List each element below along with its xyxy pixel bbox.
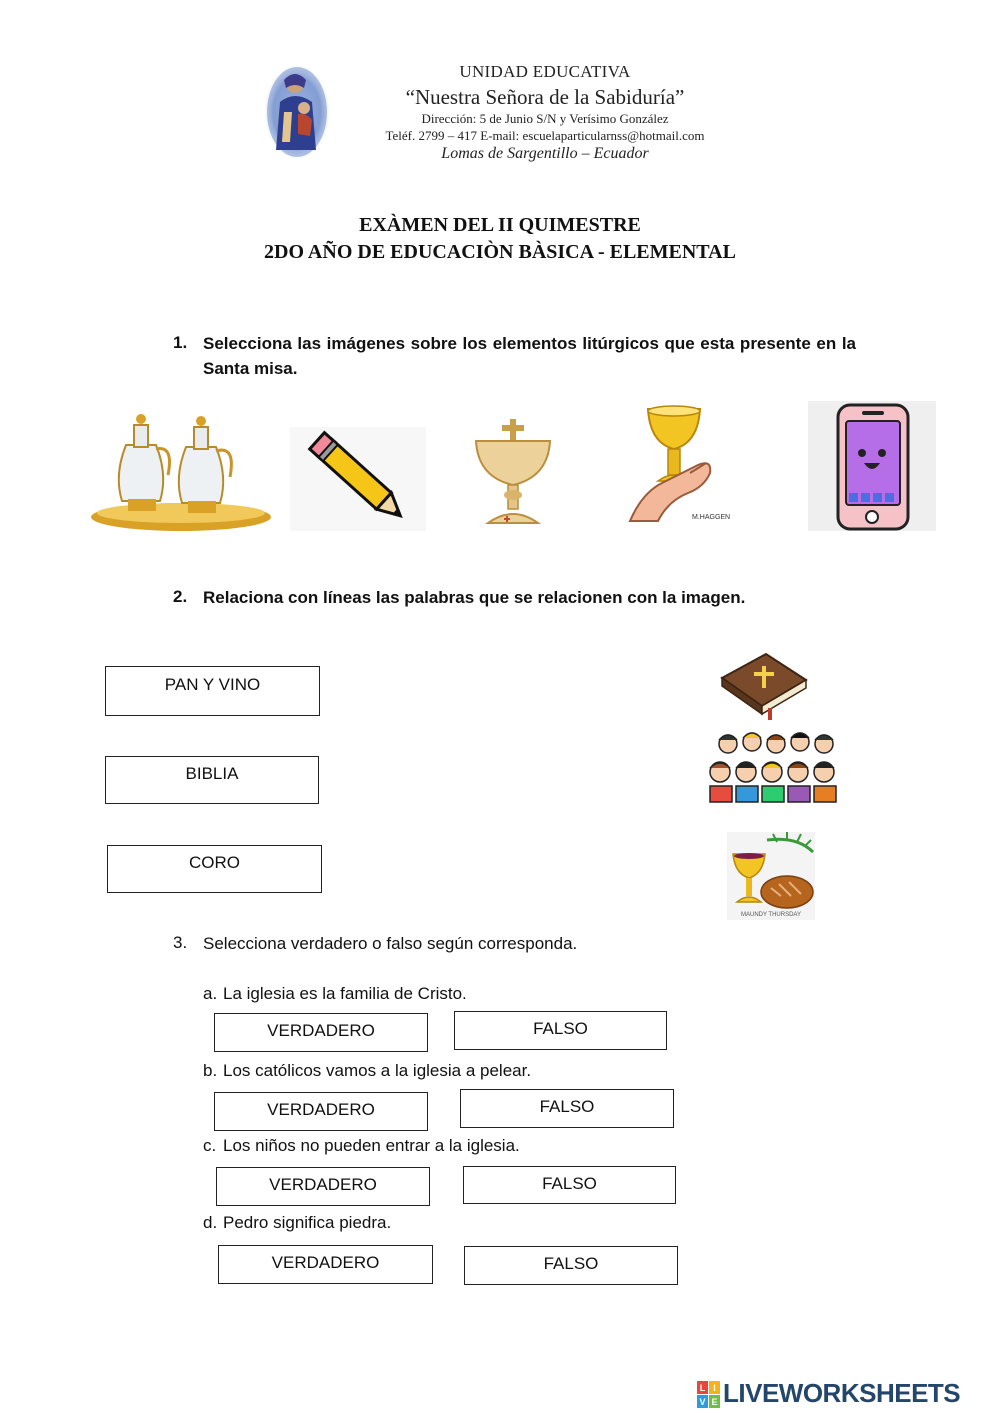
school-name: “Nuestra Señora de la Sabiduría”: [405, 85, 685, 109]
pencil-image[interactable]: [290, 427, 426, 531]
bread-wine-image[interactable]: [727, 832, 815, 920]
q2-text: Relaciona con líneas las palabras que se relacionen con la imagen.: [203, 588, 746, 607]
choir-image[interactable]: [706, 728, 844, 808]
q1-text: Selecciona las imágenes sobre los elementos litúrgicos que esta presente en la Santa misa.: [203, 334, 856, 378]
item-c-letter: c.: [203, 1136, 217, 1155]
item-d-true-button[interactable]: VERDADERO: [218, 1245, 433, 1284]
item-b-letter: b.: [203, 1061, 218, 1080]
svg-text:V: V: [699, 1397, 706, 1407]
item-b-text: Los católicos vamos a la iglesia a pelear.: [223, 1061, 532, 1080]
item-a-letter: a.: [203, 984, 218, 1003]
q2-number: 2.: [173, 587, 188, 606]
word-box-coro[interactable]: CORO: [107, 845, 322, 893]
item-c-true-button[interactable]: VERDADERO: [216, 1167, 430, 1206]
school-address: Dirección: 5 de Junio S/N y Verísimo González: [421, 111, 669, 126]
item-c-false-button[interactable]: FALSO: [463, 1166, 676, 1204]
svg-text:E: E: [711, 1397, 718, 1407]
svg-text:I: I: [713, 1383, 716, 1393]
exam-title: EXÀMEN DEL II QUIMESTRE: [359, 214, 641, 236]
svg-text:L: L: [699, 1383, 706, 1393]
bible-image[interactable]: [712, 648, 812, 720]
school-contact: Teléf. 2799 – 417 E-mail: escuelaparticularnss@hotmail.com: [385, 128, 705, 143]
q3-text: Selecciona verdadero o falso según corresponda.: [203, 934, 578, 953]
word-box-pan-y-vino[interactable]: PAN Y VINO: [105, 666, 320, 716]
item-d-text: Pedro significa piedra.: [223, 1213, 392, 1232]
hand-chalice-image[interactable]: [628, 403, 731, 525]
cruets-image[interactable]: [90, 405, 272, 535]
item-a-true-button[interactable]: VERDADERO: [214, 1013, 428, 1052]
item-a-text: La iglesia es la familia de Cristo.: [223, 984, 467, 1003]
artist-signature: M.HAGGEN: [692, 514, 731, 521]
word-box-biblia[interactable]: BIBLIA: [105, 756, 319, 804]
school-location: Lomas de Sargentillo – Ecuador: [441, 145, 649, 162]
item-a-false-button[interactable]: FALSO: [454, 1011, 667, 1050]
liveworksheets-logo-icon: [697, 1381, 721, 1409]
item-b-true-button[interactable]: VERDADERO: [214, 1092, 428, 1131]
exam-subtitle: 2DO AÑO DE EDUCACIÒN BÀSICA - ELEMENTAL: [264, 241, 736, 263]
q3-number: 3.: [173, 933, 188, 952]
item-b-false-button[interactable]: FALSO: [460, 1089, 674, 1128]
item-d-false-button[interactable]: FALSO: [464, 1246, 678, 1285]
item-c-text: Los niños no pueden entrar a la iglesia.: [223, 1136, 520, 1155]
phone-image[interactable]: [808, 401, 936, 531]
school-type: UNIDAD EDUCATIVA: [459, 62, 631, 81]
item-d-letter: d.: [203, 1213, 218, 1232]
chalice-image[interactable]: [470, 415, 556, 533]
liveworksheets-brand: LIVEWORKSHEETS: [723, 1378, 961, 1408]
q1-number: 1.: [173, 333, 188, 352]
bread-wine-caption: MAUNDY THURSDAY: [740, 912, 802, 918]
